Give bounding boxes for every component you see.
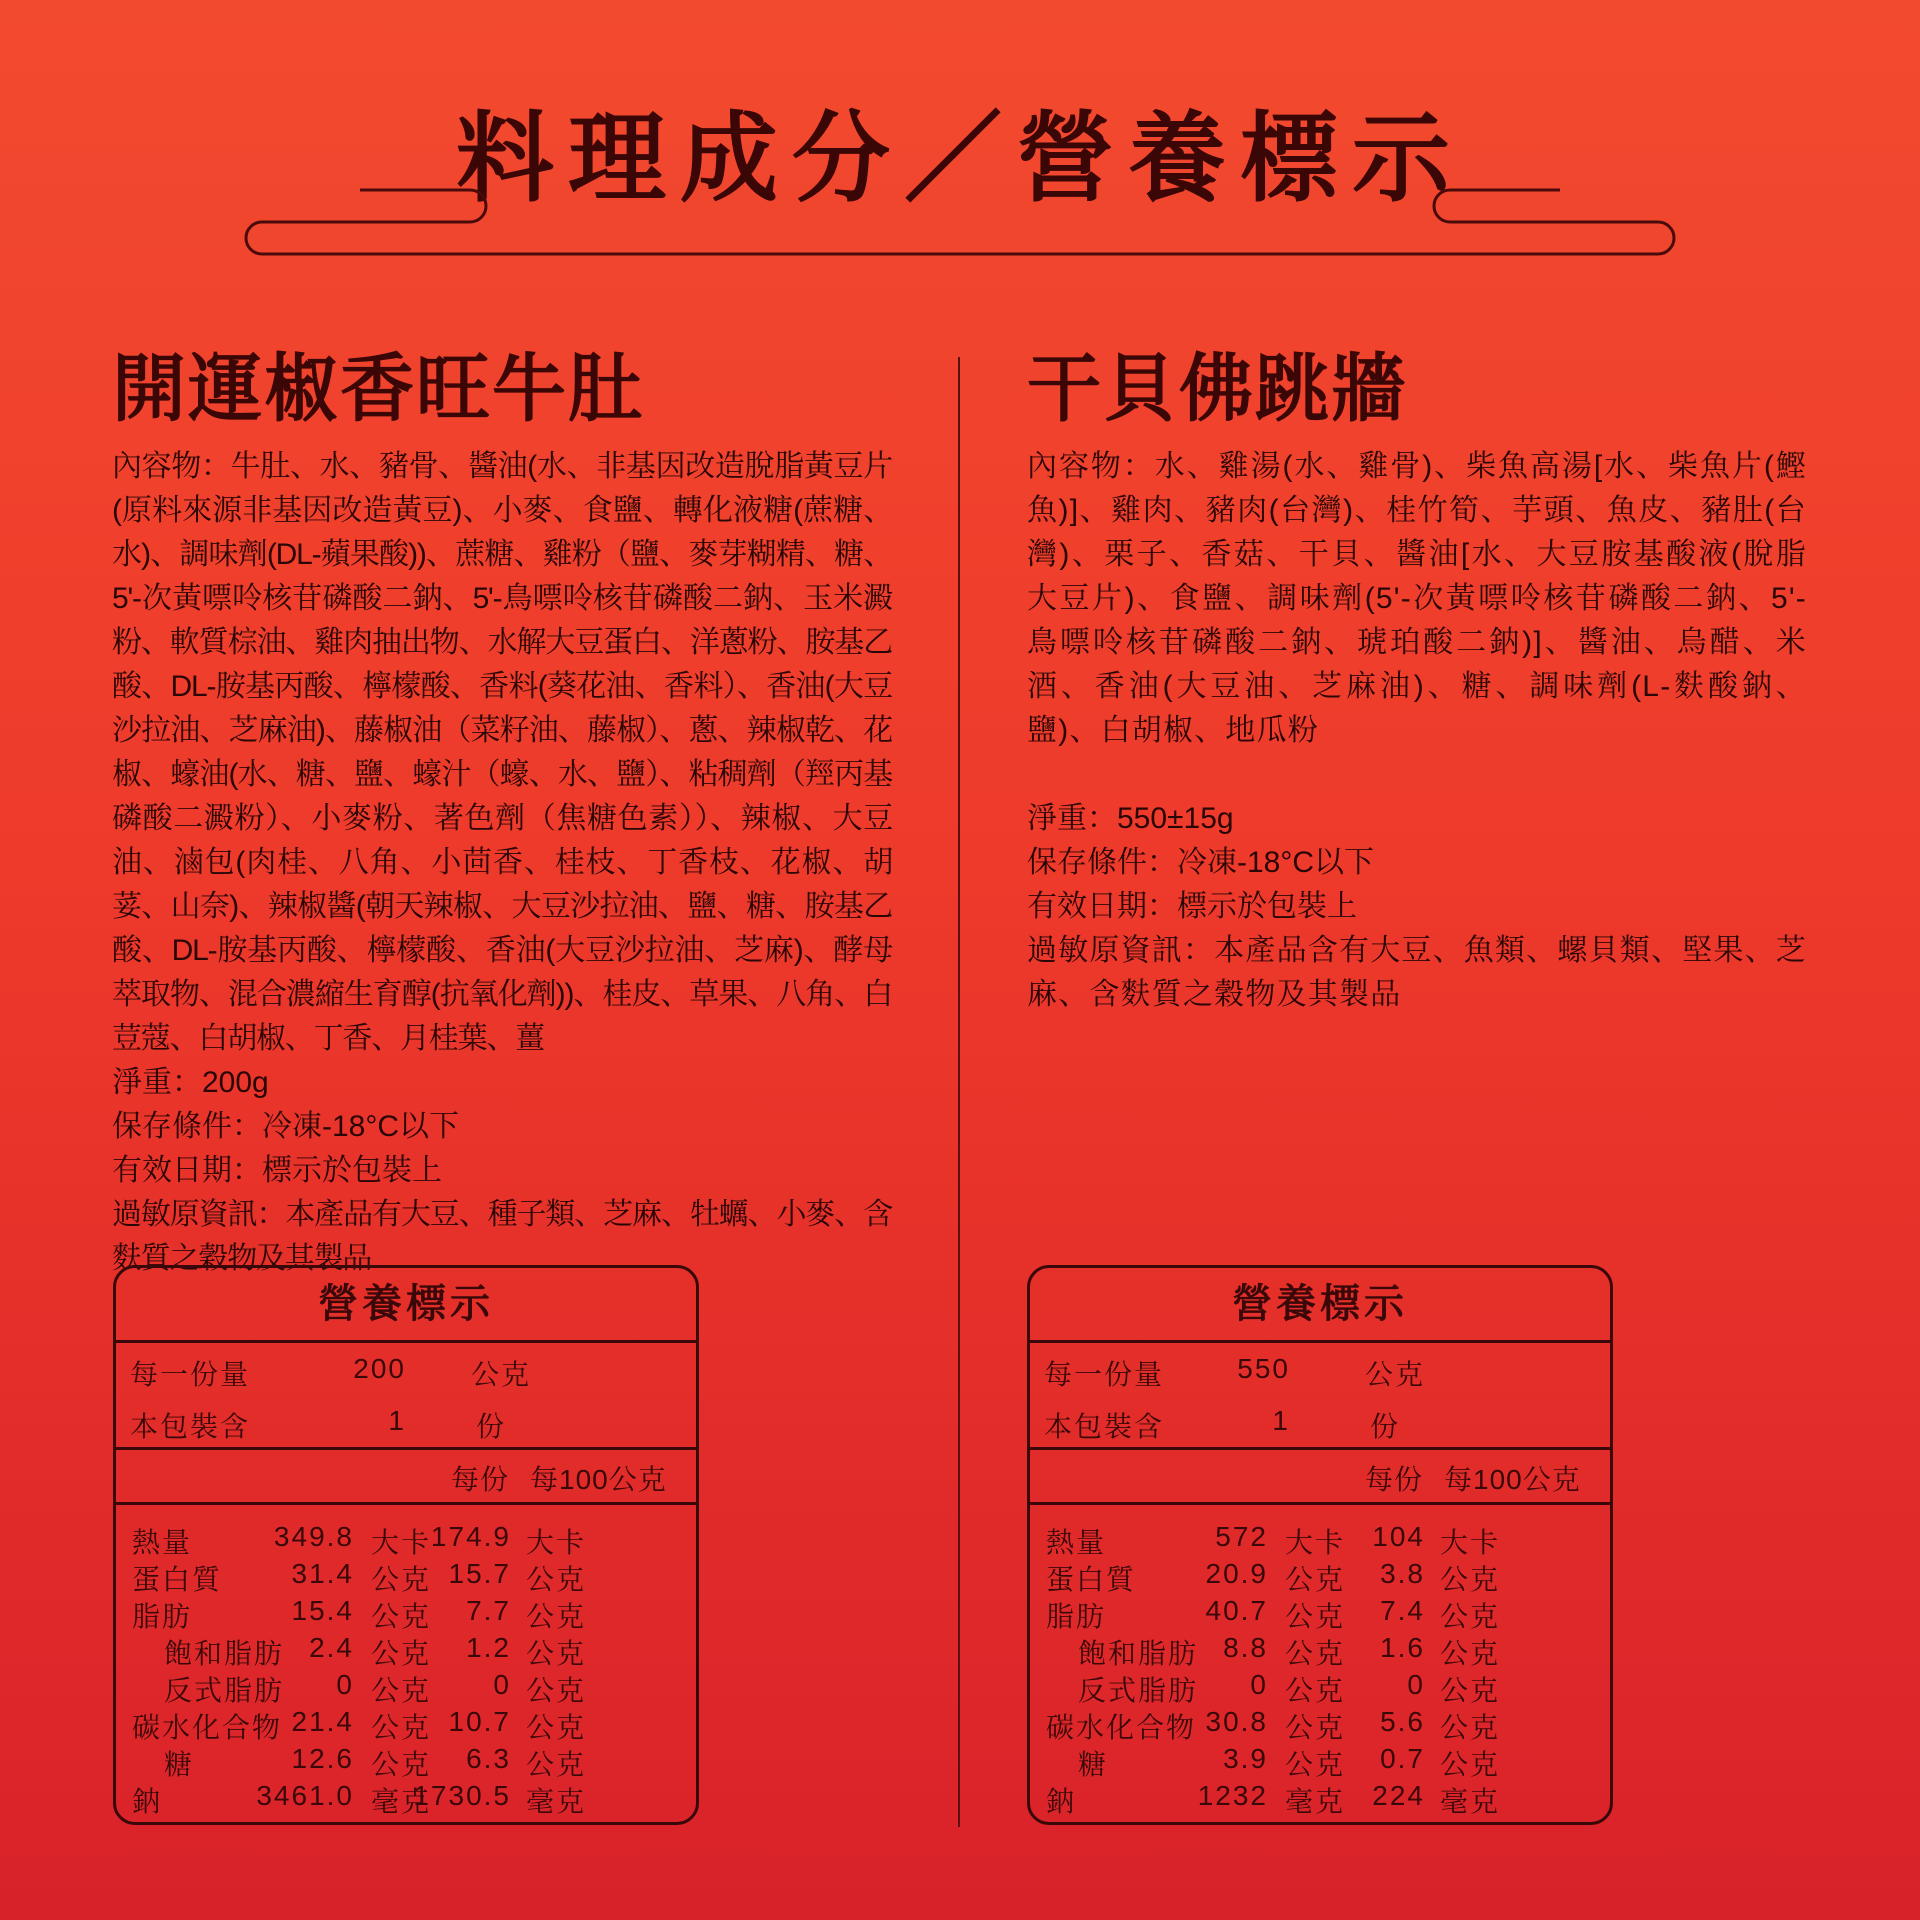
nutrition-title: 營養標示 bbox=[116, 1268, 696, 1343]
nutrient-name: 蛋白質 bbox=[1046, 1564, 1137, 1595]
per-serving-unit: 公克 bbox=[371, 1638, 432, 1669]
nutrition-column-header: 每份 每100公克 bbox=[116, 1450, 696, 1505]
nutrition-row bbox=[116, 1595, 696, 1632]
ingredients-text: 內容物：牛肚、水、豬骨、醬油(水、非基因改造脫脂黃豆片(原料來源非基因改造黃豆)、小麥、食鹽、轉化液糖(蔗糖、水)、調味劑(DL-蘋果酸))、蔗糖、雞粉（鹽、麥芽糊精、糖、5'-次黃嘌呤核苷磷酸二鈉、5'-鳥嘌呤核苷磷酸二鈉、玉米澱粉、軟質棕油、雞肉抽出物、水解大豆蛋白、洋蔥粉、胺基乙酸、DL-胺基丙酸、檸檬酸、香料(葵花油、香料）、香油(大豆沙拉油、芝麻油)、藤椒油（菜籽油、藤椒）、蔥、辣椒乾、花椒、蠔油(水、糖、鹽、蠔汁（蠔、水、鹽）、粘稠劑（羥丙基磷酸二澱粉）、小麥粉、著色劑（焦糖色素））、辣椒、大豆油、滷包(肉桂、八角、小茴香、桂枝、丁香枝、花椒、胡荽、山奈)、辣椒醬(朝天辣椒、大豆沙拉油、鹽、糖、胺基乙酸、DL-胺基丙酸、檸檬酸、香油(大豆沙拉油、芝麻)、酵母萃取物、混合濃縮生育醇(抗氧化劑))、桂皮、草果、八角、白荳蔻、白胡椒、丁香、月桂葉、薑 bbox=[112, 450, 892, 1055]
per-serving-unit: 公克 bbox=[371, 1601, 432, 1632]
per-100g-value: 5.6 bbox=[1380, 1706, 1425, 1737]
nutrition-row bbox=[116, 1743, 696, 1780]
nutrient-name: 反式脂肪 bbox=[164, 1675, 285, 1706]
nutrient-name: 飽和脂肪 bbox=[164, 1638, 285, 1669]
per-100g-value: 7.7 bbox=[466, 1595, 511, 1626]
per-100g-unit: 公克 bbox=[1440, 1564, 1501, 1595]
nutrition-row bbox=[116, 1632, 696, 1669]
serving-size-row: 每一份量 200 公克 bbox=[130, 1353, 532, 1390]
ingredients-text: 內容物：水、雞湯(水、雞骨)、柴魚高湯[水、柴魚片(鰹魚)]、雞肉、豬肉(台灣)、桂竹筍、芋頭、魚皮、豬肚(台灣)、栗子、香菇、干貝、醬油[水、大豆胺基酸液(脫脂大豆片)、食鹽、調味劑(5'-次黃嘌呤核苷磷酸二鈉、5'-鳥嘌呤核苷磷酸二鈉、琥珀酸二鈉)]、醬油、烏醋、米酒、香油(大豆油、芝麻油)、糖、調味劑(L-麩酸鈉、鹽)、白胡椒、地瓜粉 bbox=[1027, 450, 1807, 747]
per-serving-unit: 大卡 bbox=[371, 1527, 432, 1558]
nutrient-name: 鈉 bbox=[132, 1786, 163, 1817]
column-divider bbox=[958, 357, 960, 1827]
per-100g-value: 224 bbox=[1372, 1780, 1425, 1811]
per-serving-value: 0 bbox=[1250, 1669, 1268, 1700]
nutrition-row bbox=[1030, 1743, 1610, 1780]
serving-size-row: 每一份量 550 公克 bbox=[1044, 1353, 1426, 1390]
nutrient-name: 脂肪 bbox=[1046, 1601, 1107, 1632]
nutrient-name: 糖 bbox=[164, 1749, 195, 1780]
nutrient-name: 熱量 bbox=[132, 1527, 193, 1558]
per-100g-unit: 公克 bbox=[1440, 1749, 1501, 1780]
nutrient-name: 脂肪 bbox=[132, 1601, 193, 1632]
per-serving-unit: 公克 bbox=[1285, 1564, 1346, 1595]
per-serving-value: 30.8 bbox=[1205, 1706, 1268, 1737]
allergen-info: 過敏原資訊：本產品有大豆、種子類、芝麻、牡蠣、小麥、含麩質之穀物及其製品 bbox=[112, 1198, 892, 1275]
per-100g-unit: 大卡 bbox=[526, 1527, 587, 1558]
per-serving-unit: 公克 bbox=[1285, 1601, 1346, 1632]
per-serving-unit: 公克 bbox=[1285, 1675, 1346, 1706]
per-serving-value: 31.4 bbox=[291, 1558, 354, 1589]
per-serving-unit: 公克 bbox=[371, 1675, 432, 1706]
net-weight: 淨重：200g bbox=[112, 1066, 269, 1099]
per-serving-unit: 公克 bbox=[371, 1564, 432, 1595]
nutrition-row bbox=[1030, 1706, 1610, 1743]
allergen-info: 過敏原資訊：本產品含有大豆、魚類、螺貝類、堅果、芝麻、含麩質之穀物及其製品 bbox=[1027, 934, 1807, 1011]
per-100g-value: 0 bbox=[493, 1669, 511, 1700]
nutrition-row bbox=[1030, 1632, 1610, 1669]
per-serving-unit: 公克 bbox=[1285, 1638, 1346, 1669]
nutrient-name: 蛋白質 bbox=[132, 1564, 223, 1595]
product-title: 開運椒香旺牛肚 bbox=[112, 349, 644, 431]
nutrition-row bbox=[116, 1669, 696, 1706]
nutrient-name: 碳水化合物 bbox=[1046, 1712, 1197, 1743]
nutrition-row bbox=[116, 1558, 696, 1595]
per-serving-value: 15.4 bbox=[291, 1595, 354, 1626]
nutrition-row bbox=[1030, 1521, 1610, 1558]
expiry-date: 有效日期：標示於包裝上 bbox=[112, 1154, 442, 1187]
title-ornament bbox=[0, 0, 1920, 300]
per-serving-unit: 大卡 bbox=[1285, 1527, 1346, 1558]
per-100g-value: 6.3 bbox=[466, 1743, 511, 1774]
per-100g-value: 10.7 bbox=[448, 1706, 511, 1737]
net-weight: 淨重：550±15g bbox=[1027, 802, 1234, 835]
product-info bbox=[1027, 445, 1807, 1017]
nutrient-name: 飽和脂肪 bbox=[1078, 1638, 1199, 1669]
per-serving-unit: 公克 bbox=[371, 1712, 432, 1743]
per-100g-value: 1730.5 bbox=[413, 1780, 511, 1811]
per-serving-value: 3461.0 bbox=[256, 1780, 354, 1811]
per-serving-value: 1232 bbox=[1197, 1780, 1268, 1811]
nutrition-row bbox=[116, 1521, 696, 1558]
nutrition-label bbox=[1027, 1265, 1613, 1825]
per-100g-unit: 公克 bbox=[1440, 1675, 1501, 1706]
nutrition-column-header: 每份 每100公克 bbox=[1030, 1450, 1610, 1505]
nutrition-row bbox=[116, 1706, 696, 1743]
nutrition-label bbox=[113, 1265, 699, 1825]
servings-per-pack-row: 本包裝含 1 份 bbox=[130, 1405, 507, 1442]
per-serving-value: 2.4 bbox=[309, 1632, 354, 1663]
per-100g-unit: 公克 bbox=[526, 1675, 587, 1706]
nutrient-name: 鈉 bbox=[1046, 1786, 1077, 1817]
per-serving-unit: 毫克 bbox=[1285, 1786, 1346, 1817]
product-info bbox=[112, 445, 892, 1281]
product-left bbox=[112, 345, 892, 1281]
per-100g-unit: 毫克 bbox=[1440, 1786, 1501, 1817]
expiry-date: 有效日期：標示於包裝上 bbox=[1027, 890, 1357, 923]
per-serving-unit: 公克 bbox=[1285, 1749, 1346, 1780]
per-serving-unit: 毫克 bbox=[371, 1786, 432, 1817]
per-serving-value: 572 bbox=[1215, 1521, 1268, 1552]
per-100g-unit: 公克 bbox=[526, 1601, 587, 1632]
per-serving-value: 12.6 bbox=[291, 1743, 354, 1774]
per-serving-unit: 公克 bbox=[371, 1749, 432, 1780]
nutrient-name: 熱量 bbox=[1046, 1527, 1107, 1558]
per-100g-unit: 公克 bbox=[1440, 1601, 1501, 1632]
per-100g-unit: 毫克 bbox=[526, 1786, 587, 1817]
product-title: 干貝佛跳牆 bbox=[1027, 349, 1407, 431]
per-100g-unit: 公克 bbox=[526, 1749, 587, 1780]
per-100g-unit: 大卡 bbox=[1440, 1527, 1501, 1558]
per-100g-unit: 公克 bbox=[526, 1564, 587, 1595]
per-serving-value: 20.9 bbox=[1205, 1558, 1268, 1589]
nutrient-name: 反式脂肪 bbox=[1078, 1675, 1199, 1706]
per-100g-unit: 公克 bbox=[526, 1712, 587, 1743]
per-serving-value: 8.8 bbox=[1223, 1632, 1268, 1663]
product-right bbox=[1027, 345, 1807, 1017]
per-100g-value: 7.4 bbox=[1380, 1595, 1425, 1626]
per-100g-unit: 公克 bbox=[1440, 1712, 1501, 1743]
nutrition-row bbox=[1030, 1558, 1610, 1595]
per-100g-value: 104 bbox=[1372, 1521, 1425, 1552]
nutrition-row bbox=[1030, 1780, 1610, 1817]
nutrient-name: 糖 bbox=[1078, 1749, 1109, 1780]
per-100g-value: 3.8 bbox=[1380, 1558, 1425, 1589]
per-100g-unit: 公克 bbox=[1440, 1638, 1501, 1669]
per-100g-value: 0.7 bbox=[1380, 1743, 1425, 1774]
per-100g-value: 174.9 bbox=[430, 1521, 511, 1552]
per-100g-unit: 公克 bbox=[526, 1638, 587, 1669]
nutrition-table bbox=[116, 1505, 696, 1817]
per-serving-value: 40.7 bbox=[1205, 1595, 1268, 1626]
storage-condition: 保存條件：冷凍-18°C以下 bbox=[1027, 846, 1375, 879]
nutrition-row bbox=[116, 1780, 696, 1817]
nutrition-title: 營養標示 bbox=[1030, 1268, 1610, 1343]
nutrition-row bbox=[1030, 1669, 1610, 1706]
per-serving-value: 0 bbox=[336, 1669, 354, 1700]
per-serving-unit: 公克 bbox=[1285, 1712, 1346, 1743]
storage-condition: 保存條件：冷凍-18°C以下 bbox=[112, 1110, 460, 1143]
per-100g-value: 1.6 bbox=[1380, 1632, 1425, 1663]
nutrition-table bbox=[1030, 1505, 1610, 1817]
per-serving-value: 3.9 bbox=[1223, 1743, 1268, 1774]
nutrient-name: 碳水化合物 bbox=[132, 1712, 283, 1743]
nutrition-row bbox=[1030, 1595, 1610, 1632]
per-100g-value: 15.7 bbox=[448, 1558, 511, 1589]
servings-per-pack-row: 本包裝含 1 份 bbox=[1044, 1405, 1401, 1442]
per-100g-value: 0 bbox=[1407, 1669, 1425, 1700]
page-title: 料理成分／營養標示 bbox=[455, 106, 1464, 214]
per-serving-value: 21.4 bbox=[291, 1706, 354, 1737]
per-serving-value: 349.8 bbox=[273, 1521, 354, 1552]
per-100g-value: 1.2 bbox=[466, 1632, 511, 1663]
